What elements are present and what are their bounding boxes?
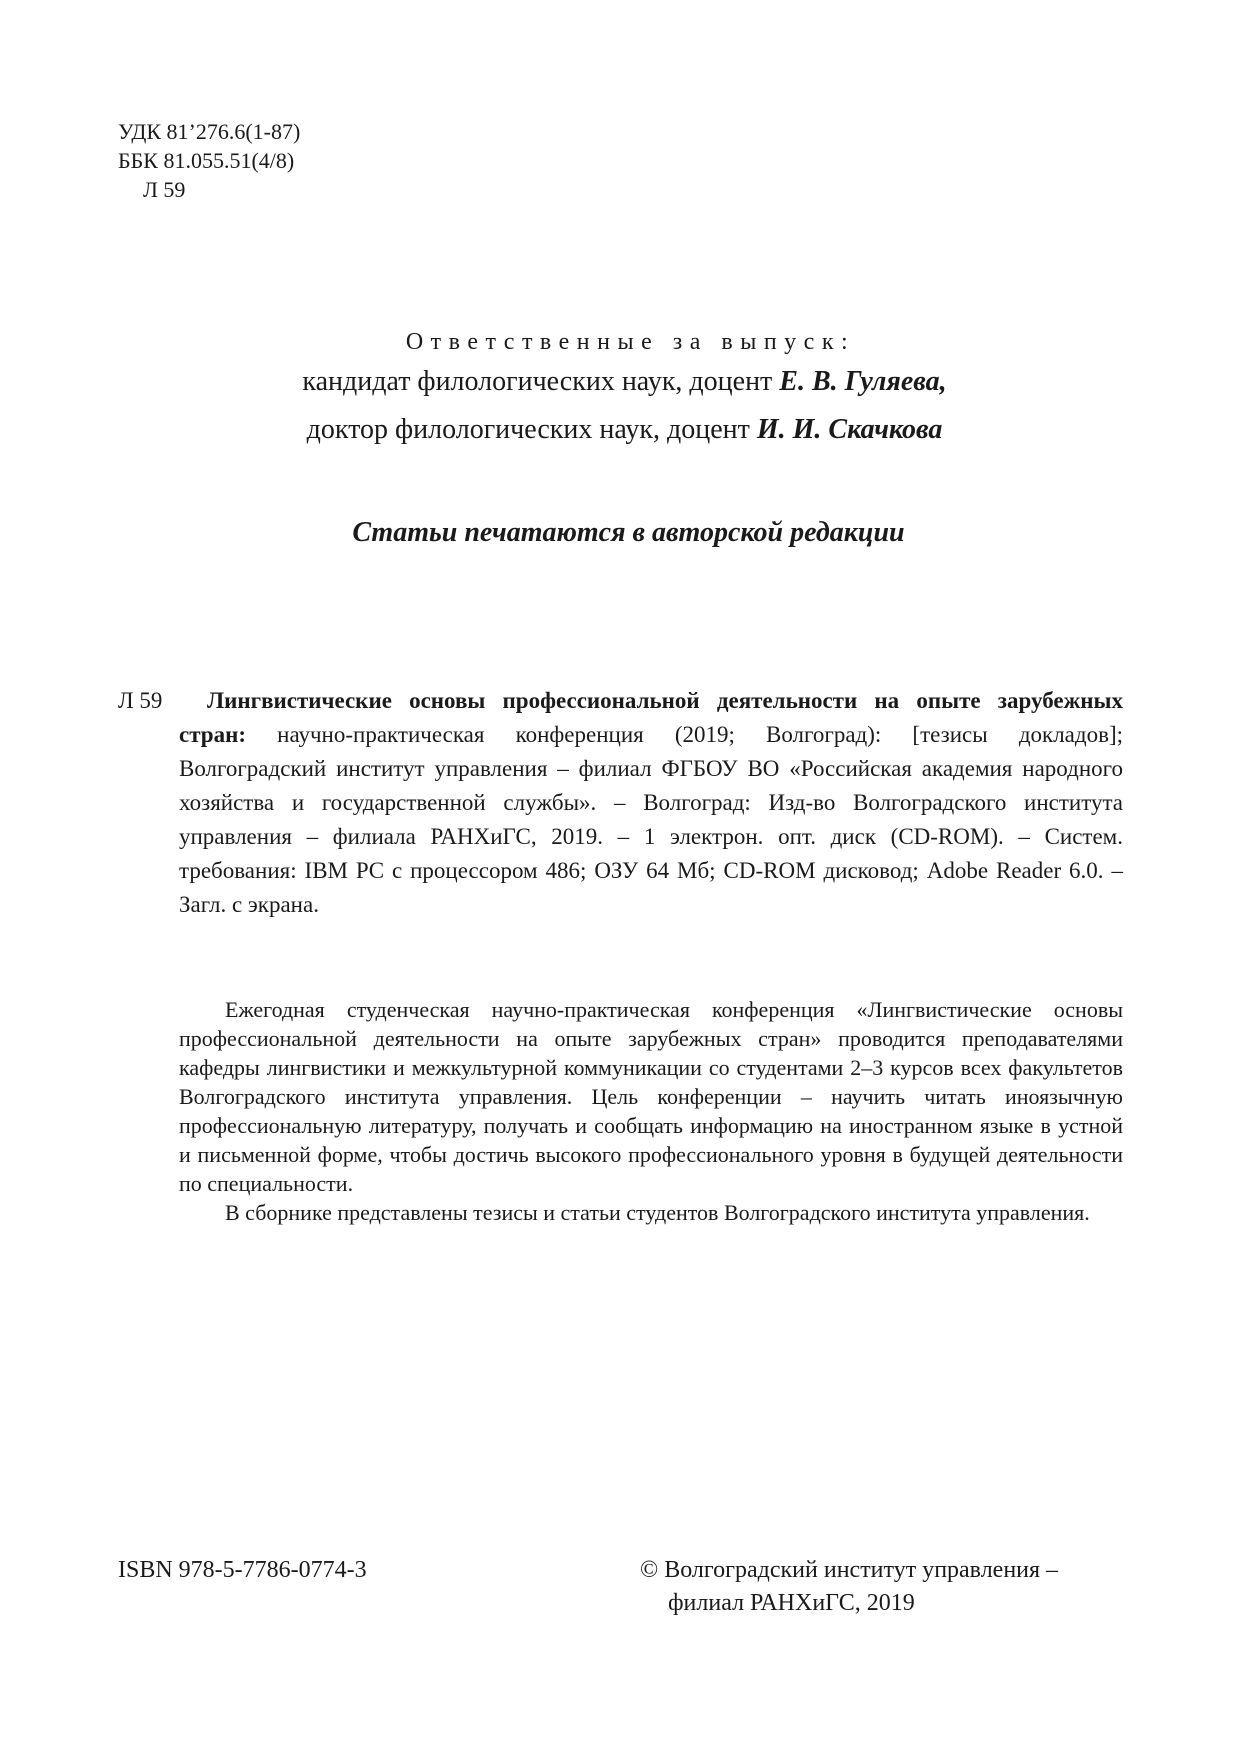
editor-degree: кандидат филологических наук, доцент [302, 366, 780, 397]
responsible-editors [0, 325, 1241, 449]
bibliographic-record [118, 684, 1123, 922]
biblio-title: Лингвистические основы профессиональной деятельности на опыте зарубежных стран: [179, 688, 1123, 747]
annotation-paragraph: Ежегодная студенческая научно-практическая конференция «Лингвистические основы профессиональной деятельности на опыте зарубежных стран» проводится преподавателями кафедры лингвистики и межкультурной коммуникации со студентами 2–3 курсов всех факультетов Волгоградского института управления. Цель конференции – научить читать иноязычную профессиональную литературу, получать и сообщать информацию на иностранном языке в устной и письменной форме, чтобы достичь высокого профессионального уровня в будущей деятельности по специальности. [179, 997, 1123, 1196]
classification-codes [118, 117, 300, 204]
editor-name: Е. В. Гуляева, [779, 366, 947, 397]
bbk-code: ББК 81.055.51(4/8) [118, 148, 295, 173]
copyright [640, 1554, 1058, 1620]
edition-note: Статьи печатаются в авторской редакции [352, 517, 905, 548]
biblio-code: Л 59 [118, 688, 163, 713]
editor-line [8, 363, 1241, 401]
editor-line [8, 411, 1241, 449]
editor-degree: доктор филологических наук, доцент [306, 414, 757, 445]
editor-name: И. И. Скачкова [756, 414, 943, 445]
copyright-line: © Волгоградский институт управления – [640, 1557, 1059, 1583]
responsible-heading: Ответственные за выпуск: [405, 329, 856, 355]
biblio-text [179, 684, 1123, 922]
copyright-line: филиал РАНХиГС, 2019 [668, 1590, 915, 1616]
author-sign: Л 59 [143, 177, 186, 202]
isbn: ISBN 978-5-7786-0774-3 [118, 1557, 367, 1583]
annotation-paragraph: В сборнике представлены тезисы и статьи студентов Волгоградского института управления. [225, 1200, 1090, 1225]
biblio-description: научно-практическая конференция (2019; Волгоград): [тезисы докладов]; Волгоградский институт управления – филиал ФГБОУ ВО «Российская академия народного хозяйства и государственной службы». – Волгоград: Изд-во Волгоградского института управления – филиала РАНХиГС, 2019. – 1 электрон. опт. диск (CD-ROM). – Систем. требования: IBM PC с процессором 486; ОЗУ 64 Мб; CD-ROM дисковод; Adobe Reader 6.0. – Загл. с экрана. [179, 722, 1123, 917]
annotation [179, 995, 1123, 1227]
udk-code: УДК 81’276.6(1-87) [118, 119, 301, 144]
